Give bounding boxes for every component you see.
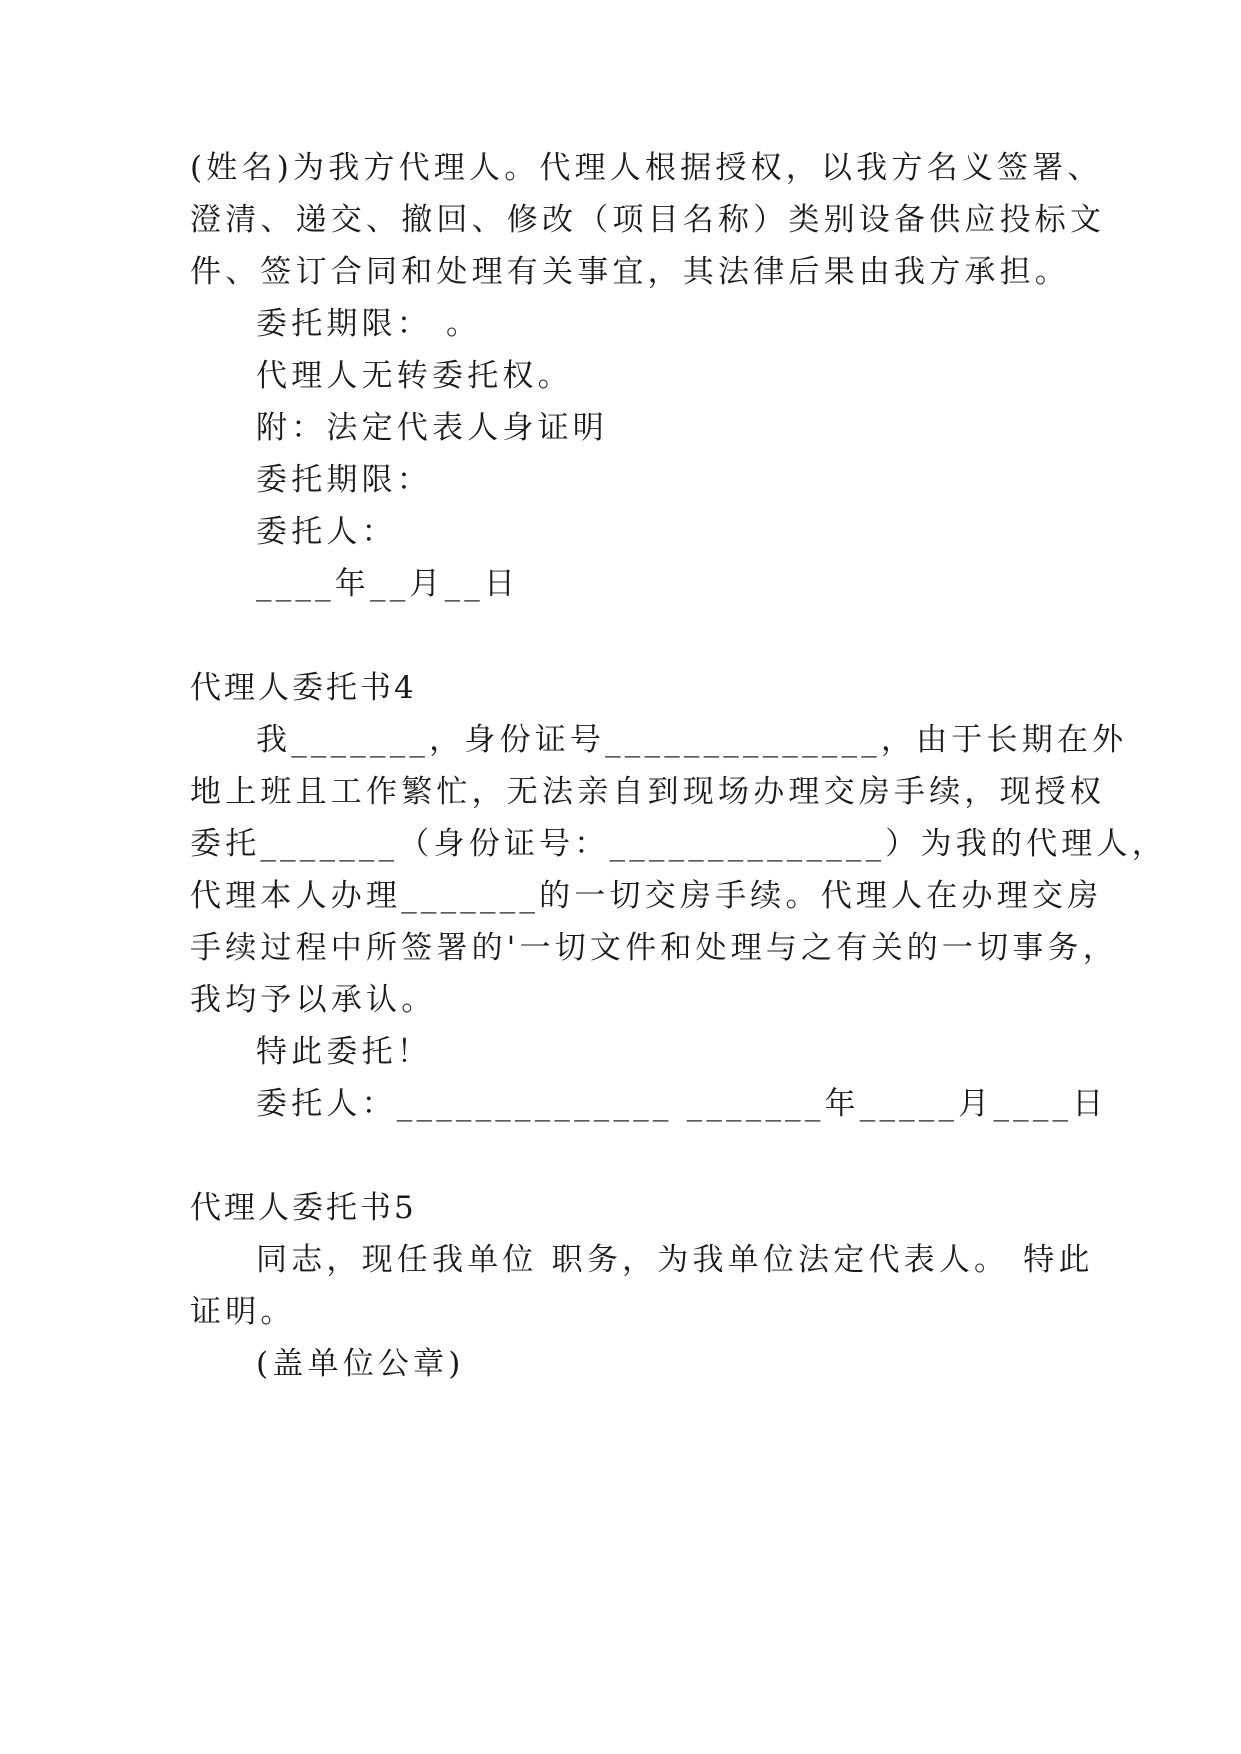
paragraph-line: 我均予以承认。 — [190, 982, 437, 1018]
paragraph-line: 委托_______（身份证号：______________）为我的代理人， — [190, 826, 1167, 862]
term-line: 委托期限： — [256, 462, 432, 498]
attachment-line: 附：法定代表人身证明 — [256, 410, 608, 446]
paragraph-line: 我_______，身份证号______________，由于长期在外 — [256, 722, 1128, 758]
no-transfer-line: 代理人无转委托权。 — [256, 358, 573, 394]
date-line: ____年__月__日 — [256, 566, 520, 602]
principal-line: 委托人： — [256, 514, 397, 550]
paragraph-line: 代理本人办理_______的一切交房手续。代理人在办理交房 — [190, 878, 1103, 914]
paragraph-line: 手续过程中所签署的'一切文件和处理与之有关的一切事务， — [190, 930, 1118, 966]
section-title: 代理人委托书5 — [190, 1190, 417, 1226]
paragraph-line: 澄清、递交、撤回、修改（项目名称）类别设备供应投标文 — [190, 202, 1106, 238]
paragraph-line: (姓名)为我方代理人。代理人根据授权，以我方名义签署、 — [190, 150, 1103, 186]
closing-line: 特此委托！ — [256, 1034, 432, 1070]
paragraph-line: 同志，现任我单位 职务，为我单位法定代表人。 特此 — [256, 1242, 1094, 1278]
section-title: 代理人委托书4 — [190, 670, 417, 706]
paragraph-line: 件、签订合同和处理有关事宜，其法律后果由我方承担。 — [190, 254, 1070, 290]
seal-line: (盖单位公章) — [256, 1346, 465, 1382]
term-line: 委托期限： 。 — [256, 306, 482, 342]
paragraph-line: 地上班且工作繁忙，无法亲自到现场办理交房手续，现授权 — [190, 774, 1106, 810]
signature-line: 委托人：______________ _______年_____月____日 — [256, 1086, 1108, 1122]
paragraph-line: 证明。 — [190, 1294, 296, 1330]
